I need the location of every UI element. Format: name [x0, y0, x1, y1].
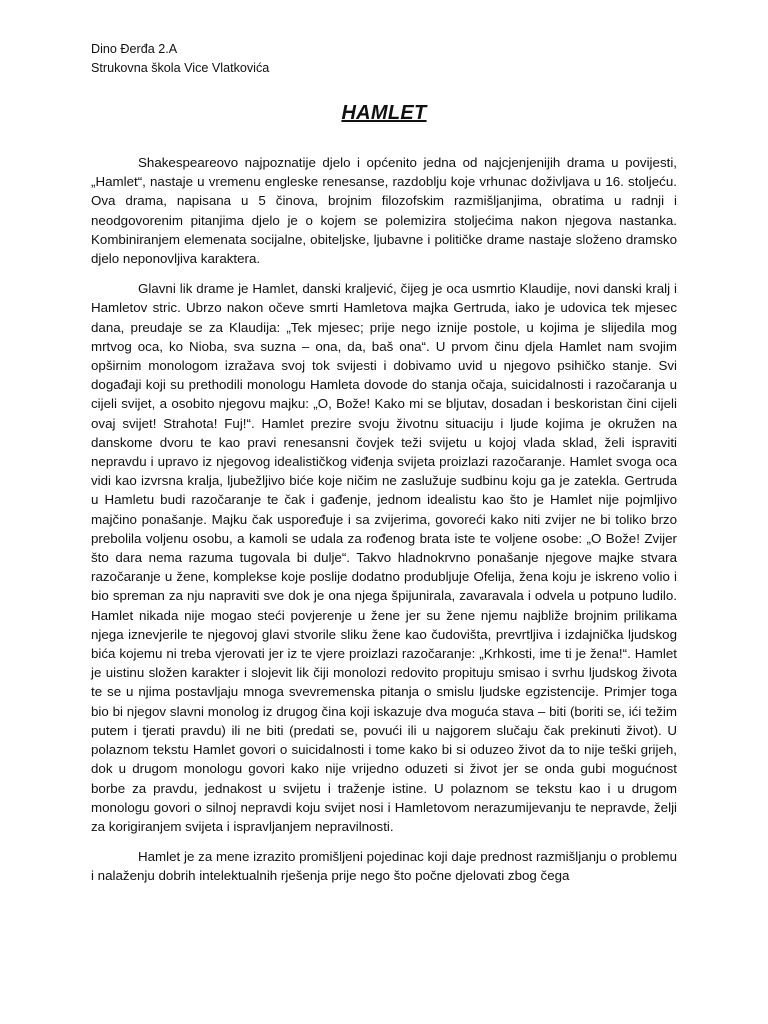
paragraph-main: Glavni lik drame je Hamlet, danski kraljević, čijeg je oca usmrtio Klaudije, novi danski kralj i Hamletov stric. Ubrzo nakon očeve smrti Hamletova majka Gertruda, iako je udovica tek mjesec dana, preudaje se za Klaudija: „Tek mjesec; prije nego iznije postole, u kojima je slijedila mog mrtvog oca, ko Nioba, sva suzna – ona, da, baš ona“. U prvom činu djela Hamlet nam svojim opširnim monologom izražava svoj tok svijesti i dobivamo uvid u njegovo psihičko stanje. Svi događaji koji su prethodili monologu Hamleta dovode do stanja očaja, suicidalnosti i razočaranja u cijeli svijet, a osobito njegovu majku: „O, Bože! Kako mi se bljutav, dosadan i beskoristan čini cijeli ovaj svijet! Strahota! Fuj!“. Hamlet prezire svoju životnu situaciju i ljude kojima je okružen na danskome dvoru te kao pravi renesansni čovjek teži svijetu u kojoj vlada sklad, želi ispraviti nepravdu i upravo iz njegovog idealističkog viđenja svijeta proizlazi razočaranje. Hamlet svoga oca vidi kao izvrsna kralja, ljubežljivo biće koje ničim ne zaslužuje sudbinu koju ga je zatekla. Gertruda u Hamletu budi razočaranje te čak i gađenje, jednom idealistu kao što je Hamlet nije pojmljivo majčino ponašanje. Majku čak uspoređuje i sa zvijerima, govoreći kako niti zvijer ne bi toliko brzo prebolila voljenu osobu, a kamoli se udala za rođenog brata iste te voljene osobe: „O Bože! Zvijer što dara nema razuma tugovala bi dulje“. Takvo hladnokrvno ponašanje njegove majke stvara razočaranje u žene, komplekse koje poslije dodatno produbljuje Ofelija, žena koju je iskreno volio i bio spreman za nju napraviti sve dok je ona njega špijunirala, zavaravala i odvela u potpuno ludilo. Hamlet nikada nije mogao steći povjerenje u žene jer su žene njemu najbliže brojnim prilikama njega iznevjerile te njegovoj glavi stvorile sliku žene kao čudovišta, prevrtljiva i izdajnička ljudskog bića kojemu ni treba vjerovati jer iz te vjere proizlazi razočaranje: „Krhkosti, ime ti je žena!“. Hamlet je uistinu složen karakter i slojevit lik čiji monolozi redovito propituju smisao i svrhu ljudskog života te se u njima postavljaju mnoga svevremenska pitanja o smislu ljudske egzistencije. Primjer toga bio bi njegov slavni monolog iz drugog čina koji iskazuje dva moguća stava – biti (boriti se, ići težim putem i tjerati pravdu) ili ne biti (predati se, povući ili u najgorem slučaju čak prekinuti život). U polaznom tekstu Hamlet govori o suicidalnosti i tome kako bi si oduzeo život da to nije teški grijeh, dok u drugom monologu govori kako nije vrijedno oduzeti si život jer se onda gubi mogućnost borbe za pravdu, jednakost u svijetu i traženje istine. U polaznom se tekstu kao i u drugom monologu govori o silnoj nepravdi koju svijet nosi i Hamletovom nerazumijevanju te nepravde, želji za korigiranjem svijeta i ispravljanjem nepravilnosti.	[91, 281, 677, 834]
document-title: HAMLET	[341, 102, 427, 124]
school-line: Strukovna škola Vice Vlatkovića	[91, 61, 270, 75]
author-line: Dino Đerđa 2.A	[91, 42, 178, 56]
paragraph-intro: Shakespeareovo najpoznatije djelo i općenito jedna od najcjenjenijih drama u povijesti, „Hamlet“, nastaje u vremenu engleske renesanse, razdoblju koje vrhunac doživljava u 16. stoljeću. Ova drama, napisana u 5 činova, brojnim filozofskim razmišljanjima, obratima u radnji i neodgovorenim pitanjima djelo je o kojem se polemizira stoljećima nakon njegova nastanka. Kombiniranjem elemenata socijalne, obiteljske, ljubavne i političke drame nastaje složeno dramsko djelo neponovljiva karaktera.	[91, 155, 677, 267]
paragraph-conclusion: Hamlet je za mene izrazito promišljeni pojedinac koji daje prednost razmišljanju o problemu i nalaženju dobrih intelektualnih rješenja prije nego što počne djelovati zbog čega	[91, 849, 677, 884]
author-block	[91, 40, 677, 78]
